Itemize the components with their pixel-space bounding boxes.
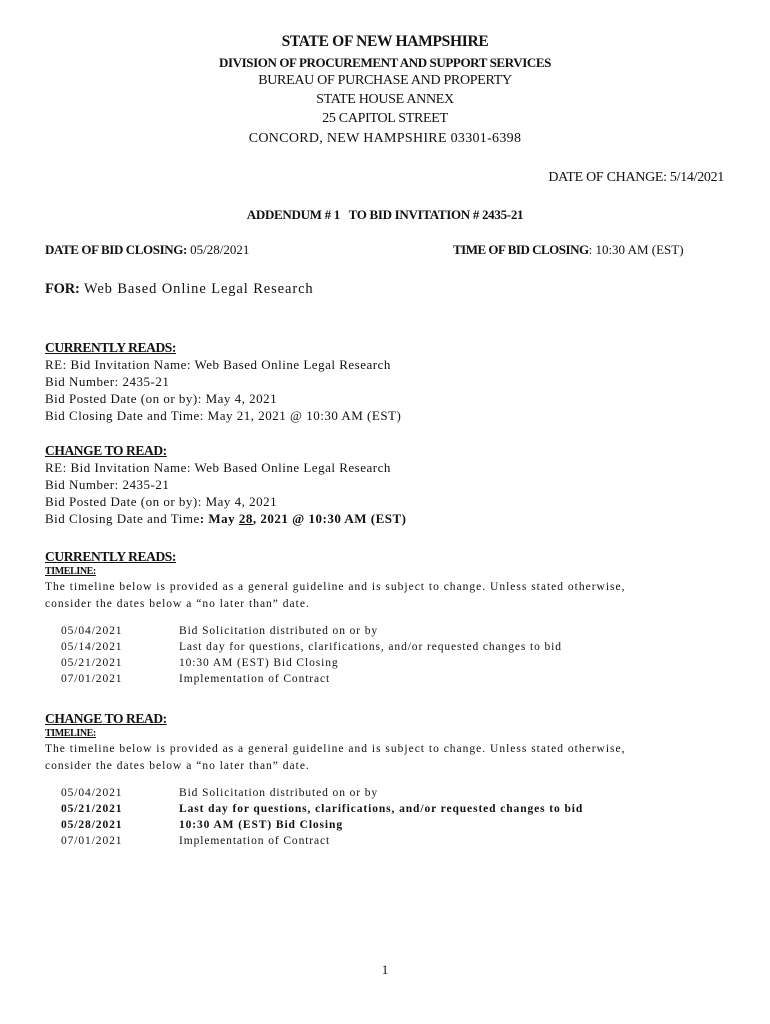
timeline-desc: Last day for questions, clarifications, and/or requested changes to bid [179, 641, 562, 653]
section-change-to-read-timeline [45, 710, 735, 849]
header-city: CONCORD, NEW HAMPSHIRE 03301-6398 [248, 131, 522, 146]
bid-closing-time-label: TIME OF BID CLOSING [453, 242, 589, 257]
timeline-date: 05/21/2021 [61, 803, 123, 815]
for-line [45, 281, 314, 298]
header-street: 25 CAPITOL STREET [322, 111, 448, 126]
section-title: CURRENTLY READS: [45, 549, 176, 564]
timeline-desc: 10:30 AM (EST) Bid Closing [179, 819, 343, 831]
section-title: CHANGE TO READ: [45, 711, 167, 726]
bid-invitation-name: RE: Bid Invitation Name: Web Based Online Legal Research [45, 460, 391, 475]
closing-value-a: : May [199, 511, 239, 526]
timeline-date: 05/04/2021 [61, 625, 123, 637]
section-currently-reads-1 [45, 339, 735, 424]
table-row-changed [61, 817, 583, 833]
table-row [61, 785, 583, 801]
closing-value: : May 21, 2021 @ 10:30 AM (EST) [199, 408, 402, 423]
bid-number: Bid Number: 2435-21 [45, 374, 170, 389]
timeline-date: 05/04/2021 [61, 787, 123, 799]
timeline-text-1: The timeline below is provided as a general guideline and is subject to change. Unless stated otherwise, [45, 581, 626, 593]
date-of-change: DATE OF CHANGE: 5/14/2021 [548, 170, 724, 185]
header-building: STATE HOUSE ANNEX [316, 92, 454, 107]
bid-closing-date-time [45, 510, 735, 527]
section-currently-reads-timeline [45, 548, 735, 687]
timeline-table [61, 785, 583, 849]
table-row [61, 833, 583, 849]
timeline-date: 05/14/2021 [61, 641, 123, 653]
timeline-date: 07/01/2021 [61, 673, 123, 685]
table-row-changed [61, 801, 583, 817]
timeline-date: 07/01/2021 [61, 835, 123, 847]
section-title: CURRENTLY READS: [45, 340, 176, 355]
page-number: 1 [381, 962, 389, 977]
timeline-table [61, 623, 562, 687]
table-row [61, 639, 562, 655]
table-row [61, 671, 562, 687]
bid-number: Bid Number: 2435-21 [45, 477, 170, 492]
bid-closing-time-value: : 10:30 AM (EST) [588, 242, 684, 257]
timeline-desc: Implementation of Contract [179, 673, 331, 685]
timeline-text-2: consider the dates below a “no later than” date. [45, 598, 310, 610]
timeline-desc: Bid Solicitation distributed on or by [179, 787, 379, 799]
closing-value-b: , 2021 @ 10:30 AM (EST) [252, 511, 407, 526]
bid-closing-date [45, 242, 249, 258]
timeline-desc: 10:30 AM (EST) Bid Closing [179, 657, 339, 669]
timeline-label: TIMELINE: [45, 728, 96, 739]
timeline-desc: Last day for questions, clarifications, and/or requested changes to bid [179, 803, 584, 815]
timeline-text-2: consider the dates below a “no later than” date. [45, 760, 310, 772]
closing-value-changed-day: 28 [238, 511, 253, 526]
bid-posted-date: Bid Posted Date (on or by): May 4, 2021 [45, 494, 278, 509]
section-title: CHANGE TO READ: [45, 443, 167, 458]
header-state: STATE OF NEW HAMPSHIRE [281, 33, 489, 50]
bid-closing-time [453, 242, 684, 258]
bid-invitation-name: RE: Bid Invitation Name: Web Based Online Legal Research [45, 357, 391, 372]
table-row [61, 623, 562, 639]
bid-closing-date-value: 05/28/2021 [186, 242, 250, 257]
for-label: FOR: [45, 281, 80, 297]
table-row [61, 655, 562, 671]
addendum-title: ADDENDUM # 1 TO BID INVITATION # 2435-21 [246, 207, 524, 222]
bid-closing-date-time [45, 407, 735, 424]
header-division: DIVISION OF PROCUREMENT AND SUPPORT SERVICES [219, 55, 551, 70]
closing-prefix: Bid Closing Date and Time [45, 408, 200, 423]
for-value: Web Based Online Legal Research [79, 281, 314, 297]
timeline-label: TIMELINE: [45, 566, 96, 577]
timeline-date: 05/28/2021 [61, 819, 123, 831]
section-change-to-read-1 [45, 442, 735, 527]
header-bureau: BUREAU OF PURCHASE AND PROPERTY [258, 73, 512, 88]
timeline-desc: Bid Solicitation distributed on or by [179, 625, 379, 637]
timeline-text-1: The timeline below is provided as a general guideline and is subject to change. Unless stated otherwise, [45, 743, 626, 755]
bid-closing-date-label: DATE OF BID CLOSING: [45, 242, 187, 257]
timeline-date: 05/21/2021 [61, 657, 123, 669]
closing-prefix: Bid Closing Date and Time [45, 511, 200, 526]
timeline-desc: Implementation of Contract [179, 835, 331, 847]
bid-posted-date: Bid Posted Date (on or by): May 4, 2021 [45, 391, 278, 406]
